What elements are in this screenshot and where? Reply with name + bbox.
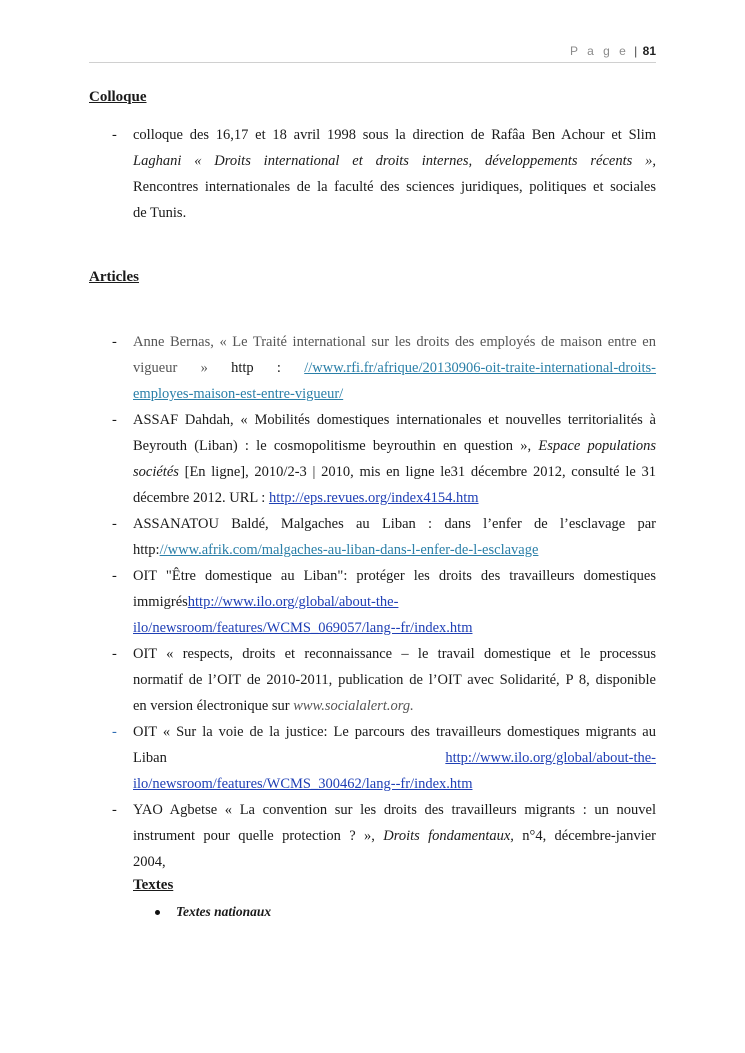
list-item	[89, 641, 656, 719]
page-header	[89, 44, 656, 63]
sublist-label: Textes nationaux	[176, 904, 272, 919]
articles-list	[89, 329, 656, 875]
text-fragment: Liban	[133, 750, 167, 766]
text-line: ASSAF Dahdah, « Mobilités domestiques internationales et nouvelles territorialités à	[133, 412, 656, 428]
text-line: ASSANATOU Baldé, Malgaches au Liban : dans l’enfer de l’esclavage par	[133, 516, 656, 532]
article-link[interactable]: //www.afrik.com/malgaches-au-liban-dans-l-enfer-de-l-esclavage	[159, 542, 539, 558]
text-fragment: immigrés	[133, 594, 188, 610]
bullet-dash: -	[112, 412, 117, 428]
bullet-dash: -	[112, 568, 117, 584]
bullet-dot-icon	[155, 910, 160, 915]
bullet-dash: -	[112, 802, 117, 818]
text-fragment: n°4, décembre-janvier	[522, 828, 656, 844]
article-link[interactable]: http://www.ilo.org/global/about-the-	[445, 750, 656, 766]
text-line: normatif de l’OIT de 2010-2011, publication de l’OIT avec Solidarité, P 8, disponible	[133, 672, 656, 688]
list-item	[89, 329, 656, 407]
text-fragment: instrument pour quelle protection ? »,	[133, 828, 384, 844]
page-label: P a g e	[570, 44, 629, 58]
bullet-dash: -	[112, 516, 117, 532]
text-line: colloque des 16,17 et 18 avril 1998 sous la direction de Rafâa Ben Achour et Slim	[133, 127, 656, 143]
text-line-italic: Laghani « Droits international et droits internes, développements récents »,	[133, 153, 656, 169]
article-link[interactable]: employes-maison-est-entre-vigueur/	[133, 386, 344, 402]
text-line: OIT "Être domestique au Liban": protéger les droits des travailleurs domestiques	[133, 568, 656, 584]
text-line: Anne Bernas, « Le Traité international sur les droits des employés de maison entre en	[133, 334, 656, 350]
colloque-heading: Colloque	[89, 89, 147, 105]
text-line: de Tunis.	[133, 205, 187, 221]
text-fragment: vigueur »	[133, 360, 208, 376]
article-link[interactable]: http://eps.revues.org/index4154.htm	[268, 490, 479, 506]
article-link[interactable]: ilo/newsroom/features/WCMS_300462/lang--fr/index.htm	[133, 776, 473, 792]
text-fragment: http :	[231, 360, 281, 376]
bullet-dash: -	[112, 334, 117, 350]
page-separator: |	[634, 44, 638, 58]
bullet-dash: -	[112, 724, 117, 740]
text-fragment: décembre 2012. URL :	[133, 490, 269, 506]
list-item	[89, 511, 656, 563]
list-item	[89, 407, 656, 511]
list-item	[89, 719, 656, 797]
article-link[interactable]: http://www.ilo.org/global/about-the-	[187, 594, 399, 610]
text-fragment-italic: www.socialalert.org.	[293, 698, 414, 714]
colloque-list	[89, 122, 656, 226]
text-line: YAO Agbetse « La convention sur les droits des travailleurs migrants : un nouvel	[133, 802, 656, 818]
text-fragment-italic: Espace populations	[538, 438, 656, 454]
list-item	[89, 797, 656, 875]
textes-heading: Textes	[133, 877, 174, 893]
bullet-dash: -	[112, 646, 117, 662]
textes-sublist-item	[155, 904, 271, 920]
text-fragment: [En ligne], 2010/2-3 | 2010, mis en ligne le31 décembre 2012, consulté le 31	[184, 464, 657, 480]
text-line: OIT « Sur la voie de la justice: Le parcours des travailleurs domestiques migrants au	[133, 724, 656, 740]
page-number: 81	[642, 44, 656, 58]
text-line: Rencontres internationales de la faculté des sciences juridiques, politiques et sociales	[133, 179, 656, 195]
text-fragment: http:	[133, 542, 160, 558]
list-item	[89, 563, 656, 641]
article-link[interactable]: //www.rfi.fr/afrique/20130906-oit-traite-international-droits-	[304, 360, 657, 376]
text-fragment-italic: Droits fondamentaux,	[383, 828, 514, 844]
article-link[interactable]: ilo/newsroom/features/WCMS_069057/lang--fr/index.htm	[133, 620, 473, 636]
bullet-dash: -	[112, 127, 117, 143]
text-fragment-italic: sociétés	[133, 464, 179, 480]
text-line: OIT « respects, droits et reconnaissance – le travail domestique et le processus	[133, 646, 656, 662]
articles-heading: Articles	[89, 269, 139, 285]
text-fragment: Beyrouth (Liban) : le cosmopolitisme beyrouthin en question »,	[133, 438, 539, 454]
text-fragment: en version électronique sur	[133, 698, 294, 714]
text-line: 2004,	[133, 854, 166, 870]
list-item	[89, 122, 656, 226]
